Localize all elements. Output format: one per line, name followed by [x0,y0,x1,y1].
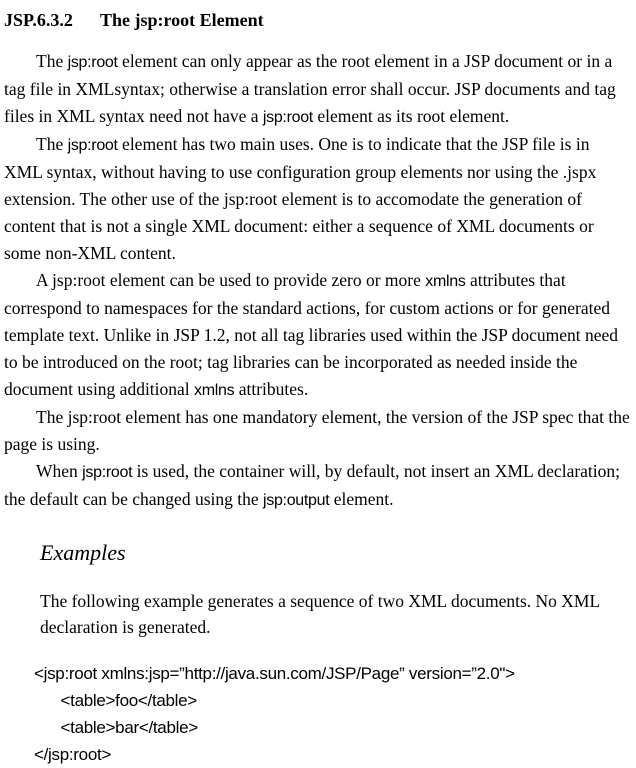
examples-heading: Examples [40,540,126,565]
text-run: element can only appear as the root element in a JSP document or in a tag file in XMLsyntax; otherwise a translation error shall occur. JSP documents and tag files in XML syntax need not have a [4,51,616,126]
text-run: element as its root element. [312,106,510,126]
inline-code: jsp:root [82,464,133,481]
code-line: </jsp:root> [34,745,112,764]
text-run: When [36,461,83,481]
paragraph [4,48,630,131]
section-title: The jsp:root Element [100,10,264,30]
code-line: <table>bar</table> [34,718,198,737]
paragraph [4,404,630,458]
section-number: JSP.6.3.2 [4,10,73,30]
inline-code: jsp:output [263,492,330,509]
text-run: element has two main uses. One is to indicate that the JSP file is in XML syntax, without having to use configuration group elements nor using the .jspx extension. The other use of the jsp:root element is to accomodate the generation of content that is not a single XML document: either a sequence of XML documents or some non-XML content. [4,134,597,263]
code-line: <jsp:root xmlns:jsp=”http://java.sun.com/JSP/Page” version=”2.0"> [34,664,515,683]
text-run: is used, the container will, by default, not insert an XML declaration; the default can be changed using the [4,461,621,509]
section-heading [4,8,630,32]
paragraph [4,458,630,514]
code-line: <table>foo</table> [34,691,197,710]
inline-code: jsp:root [67,137,118,154]
inline-code: jsp:root [67,54,118,71]
inline-code: jsp:root [262,109,313,126]
example-intro: The following example generates a sequence of two XML documents. No XML declaration is generated. [40,591,600,637]
text-run: attributes. [234,379,309,399]
inline-code: xmlns [425,273,466,290]
paragraph [4,267,630,404]
paragraph [4,131,630,267]
text-run: A jsp:root element can be used to provide zero or more [36,270,426,290]
code-block [34,660,630,768]
text-run: element. [329,489,394,509]
text-run: The [36,51,68,71]
text-run: The [36,134,68,154]
text-run: The jsp:root element has one mandatory element, the version of the JSP spec that the page is using. [4,407,630,454]
inline-code: xmlns [194,382,235,399]
text-run: attributes that correspond to namespaces for the standard actions, for custom actions or for generated template text. Unlike in JSP 1.2, not all tag libraries used within the JSP document need to be introduced on the root; tag libraries can be incorporated as needed inside the document using additional [4,270,619,399]
